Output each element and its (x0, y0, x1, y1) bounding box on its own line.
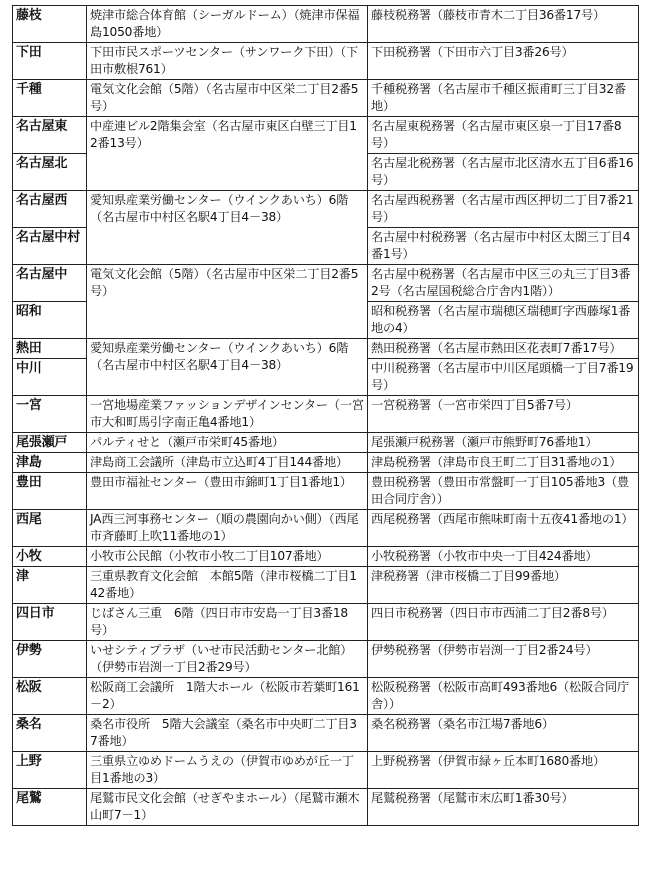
tax-office-cell: 四日市税務署（四日市市西浦二丁目2番8号） (368, 604, 639, 641)
tax-office-cell: 名古屋中村税務署（名古屋市中村区太閤三丁目4番1号） (368, 228, 639, 265)
venue-table (12, 5, 639, 826)
office-area-name: 名古屋中 (13, 265, 87, 302)
office-area-name: 西尾 (13, 510, 87, 547)
office-area-name: 尾張瀬戸 (13, 433, 87, 453)
office-area-name: 名古屋北 (13, 154, 87, 191)
venue-cell: JA西三河事務センター（順の農園向かい側）（西尾市斉藤町上吹11番地の1） (87, 510, 368, 547)
tax-office-cell: 一宮税務署（一宮市栄四丁目5番7号） (368, 396, 639, 433)
venue-cell: 一宮地場産業ファッションデザインセンター（一宮市大和町馬引字南正亀4番地1） (87, 396, 368, 433)
office-area-name: 桑名 (13, 715, 87, 752)
table-row (13, 510, 639, 547)
tax-office-cell: 桑名税務署（桑名市江場7番地6） (368, 715, 639, 752)
office-area-name: 中川 (13, 359, 87, 396)
tax-office-cell: 藤枝税務署（藤枝市青木二丁目36番17号） (368, 6, 639, 43)
office-area-name: 千種 (13, 80, 87, 117)
tax-office-cell: 下田税務署（下田市六丁目3番26号） (368, 43, 639, 80)
table-row (13, 789, 639, 826)
table-row (13, 396, 639, 433)
table-row (13, 473, 639, 510)
office-area-name: 津島 (13, 453, 87, 473)
tax-office-cell: 尾張瀬戸税務署（瀬戸市熊野町76番地1） (368, 433, 639, 453)
venue-cell: 焼津市総合体育館（シーガルドーム）（焼津市保福島1050番地） (87, 6, 368, 43)
venue-cell: いせシティプラザ（いせ市民活動センター北館）（伊勢市岩渕一丁目2番29号） (87, 641, 368, 678)
table-row (13, 604, 639, 641)
tax-office-cell: 名古屋北税務署（名古屋市北区清水五丁目6番16号） (368, 154, 639, 191)
table-row (13, 752, 639, 789)
venue-cell: 三重県教育文化会館 本館5階（津市桜橋二丁目142番地） (87, 567, 368, 604)
tax-office-cell: 名古屋東税務署（名古屋市東区泉一丁目17番8号） (368, 117, 639, 154)
office-area-name: 伊勢 (13, 641, 87, 678)
table-row (13, 433, 639, 453)
office-area-name: 四日市 (13, 604, 87, 641)
table-row (13, 6, 639, 43)
table-row (13, 567, 639, 604)
office-area-name: 尾鷲 (13, 789, 87, 826)
venue-cell: 尾鷲市民文化会館（せぎやまホール）（尾鷲市瀬木山町7－1） (87, 789, 368, 826)
venue-cell: 下田市民スポーツセンター（サンワーク下田）（下田市敷根761） (87, 43, 368, 80)
office-area-name: 上野 (13, 752, 87, 789)
tax-office-cell: 松阪税務署（松阪市高町493番地6（松阪合同庁舎）） (368, 678, 639, 715)
table-row (13, 117, 639, 154)
tax-office-cell: 昭和税務署（名古屋市瑞穂区瑞穂町字西藤塚1番地の4） (368, 302, 639, 339)
venue-cell: 津島商工会議所（津島市立込町4丁目144番地） (87, 453, 368, 473)
tax-office-cell: 中川税務署（名古屋市中川区尾頭橋一丁目7番19号） (368, 359, 639, 396)
tax-office-cell: 小牧税務署（小牧市中央一丁目424番地） (368, 547, 639, 567)
venue-cell: 豊田市福祉センター（豊田市錦町1丁目1番地1） (87, 473, 368, 510)
venue-cell: 小牧市公民館（小牧市小牧二丁目107番地） (87, 547, 368, 567)
office-area-name: 名古屋中村 (13, 228, 87, 265)
office-area-name: 津 (13, 567, 87, 604)
venue-cell: じばさん三重 6階（四日市市安島一丁目3番18号） (87, 604, 368, 641)
table-row (13, 43, 639, 80)
venue-cell: 電気文化会館（5階）（名古屋市中区栄二丁目2番5号） (87, 265, 368, 339)
tax-office-cell: 千種税務署（名古屋市千種区振甫町三丁目32番地） (368, 80, 639, 117)
table-row (13, 547, 639, 567)
tax-office-cell: 名古屋西税務署（名古屋市西区押切二丁目7番21号） (368, 191, 639, 228)
table-row (13, 641, 639, 678)
table-row (13, 191, 639, 228)
venue-cell: 愛知県産業労働センター（ウインクあいち）6階（名古屋市中村区名駅4丁目4－38） (87, 339, 368, 396)
office-area-name: 昭和 (13, 302, 87, 339)
office-area-name: 豊田 (13, 473, 87, 510)
venue-cell: 愛知県産業労働センター（ウインクあいち）6階（名古屋市中村区名駅4丁目4－38） (87, 191, 368, 265)
office-area-name: 松阪 (13, 678, 87, 715)
office-area-name: 熱田 (13, 339, 87, 359)
table-row (13, 678, 639, 715)
table-row (13, 265, 639, 302)
tax-office-cell: 西尾税務署（西尾市熊味町南十五夜41番地の1） (368, 510, 639, 547)
venue-cell: パルティせと（瀬戸市栄町45番地） (87, 433, 368, 453)
tax-office-cell: 豊田税務署（豊田市常盤町一丁目105番地3（豊田合同庁舎）） (368, 473, 639, 510)
tax-office-cell: 津税務署（津市桜橋二丁目99番地） (368, 567, 639, 604)
tax-office-cell: 名古屋中税務署（名古屋市中区三の丸三丁目3番2号（名古屋国税総合庁舎内1階）） (368, 265, 639, 302)
table-row (13, 453, 639, 473)
venue-cell: 中産連ビル2階集会室（名古屋市東区白壁三丁目12番13号） (87, 117, 368, 191)
office-area-name: 一宮 (13, 396, 87, 433)
tax-office-cell: 尾鷲税務署（尾鷲市末広町1番30号） (368, 789, 639, 826)
tax-office-cell: 津島税務署（津島市良王町二丁目31番地の1） (368, 453, 639, 473)
venue-cell: 桑名市役所 5階大会議室（桑名市中央町二丁目37番地） (87, 715, 368, 752)
tax-office-cell: 上野税務署（伊賀市緑ヶ丘本町1680番地） (368, 752, 639, 789)
office-area-name: 名古屋西 (13, 191, 87, 228)
office-area-name: 藤枝 (13, 6, 87, 43)
venue-cell: 三重県立ゆめドームうえの（伊賀市ゆめが丘一丁目1番地の3） (87, 752, 368, 789)
venue-cell: 松阪商工会議所 1階大ホール（松阪市若葉町161－2） (87, 678, 368, 715)
office-area-name: 名古屋東 (13, 117, 87, 154)
table-row (13, 715, 639, 752)
tax-office-cell: 熱田税務署（名古屋市熱田区花表町7番17号） (368, 339, 639, 359)
venue-cell: 電気文化会館（5階）（名古屋市中区栄二丁目2番5号） (87, 80, 368, 117)
tax-office-cell: 伊勢税務署（伊勢市岩渕一丁目2番24号） (368, 641, 639, 678)
office-area-name: 小牧 (13, 547, 87, 567)
table-row (13, 80, 639, 117)
office-area-name: 下田 (13, 43, 87, 80)
table-row (13, 339, 639, 359)
